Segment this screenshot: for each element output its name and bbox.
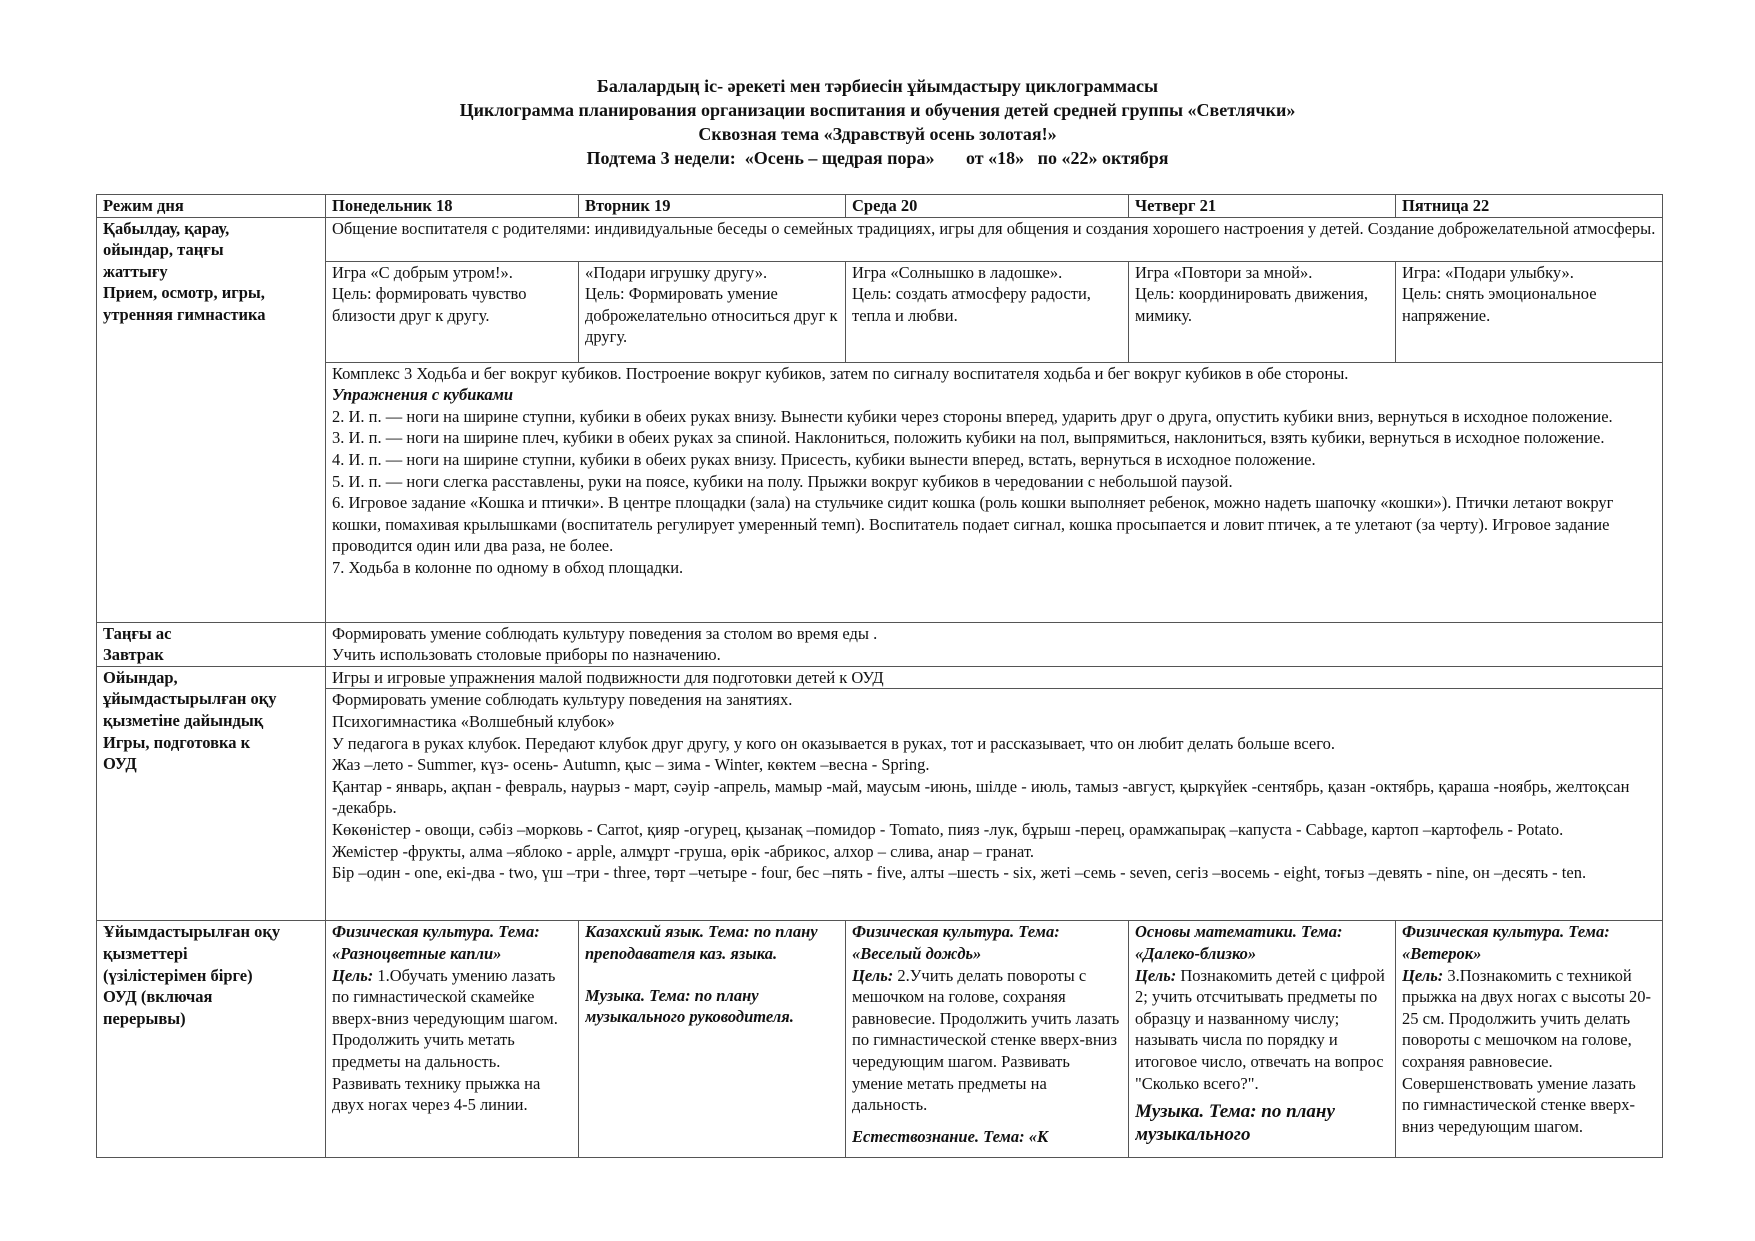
game-name: Игра «Солнышко в ладошке». — [852, 262, 1063, 282]
lesson-title: Физическая культура. Тема: «Разноцветные капли» — [332, 922, 540, 963]
games-line: Жаз –лето - Summer, күз- осень- Autumn, қыс – зима - Winter, көктем –весна - Spring. — [332, 755, 930, 775]
games-line: Көкөністер - овощи, сәбіз –морковь - Carrot, қияр -огурец, қызанақ –помидор - Tomato, пияз -лук, бұрыш -перец, орамжапырақ –капуста - Cabbage, картоп –картофель - Potato. — [332, 819, 1564, 839]
game-goal: Цель: Формировать умение доброжелательно относиться друг к другу. — [585, 284, 838, 347]
game-name: Игра «Повтори за мной». — [1135, 262, 1313, 282]
game-goal: Цель: формировать чувство близости друг к другу. — [332, 284, 527, 325]
oud-row — [97, 921, 1663, 1158]
header-row — [97, 195, 1663, 218]
title-line-1: Балалардың іс- әрекеті мен тәрбиесін ұйымдастыру циклограммасы — [596, 76, 1159, 96]
games-line: Жемістер -фрукты, алма –яблоко - apple, алмұрт -груша, өрік -абрикос, алхор – слива, анар – гранат. — [332, 841, 1035, 861]
goal-label: Цель: — [1135, 965, 1177, 985]
gymnastics-cell — [326, 362, 1663, 622]
header-thursday: Четверг 21 — [1129, 195, 1396, 218]
regime-line: қызметіне дайындық — [103, 710, 264, 730]
goal-text: 1.Обучать умению лазать по гимнастической скамейке вверх-вниз чередующим шагом. Продолжить учить метать предметы на дальность. Развивать технику прыжка на двух ногах через 4-5 линии. — [332, 965, 558, 1115]
gym-heading: Упражнения с кубиками — [332, 385, 514, 405]
games-line: Бір –один - one, екі-два - two, үш –три - three, төрт –четыре - four, бес –пять - five, алты –шесть - six, жеті –семь - seven, сегіз –восемь - eight, тоғыз –девять - nine, он –десять - ten. — [332, 863, 1587, 883]
header-friday: Пятница 22 — [1396, 195, 1663, 218]
reception-friday — [1396, 261, 1663, 362]
title-line-2: Циклограмма планирования организации воспитания и обучения детей средней группы «Светлячки» — [459, 100, 1296, 120]
goal-label: Цель: — [1402, 965, 1444, 985]
gym-intro: Комплекс 3 Ходьба и бег вокруг кубиков. Построение вокруг кубиков, затем по сигналу воспитателя ходьба и бег вокруг кубиков в обе стороны. — [332, 363, 1349, 383]
game-name: «Подари игрушку другу». — [585, 262, 768, 282]
regime-line: (үзілістерімен бірге) — [103, 965, 253, 985]
title-line-3: Сквозная тема «Здравствуй осень золотая!» — [698, 124, 1057, 144]
reception-thursday — [1129, 261, 1396, 362]
header-regime: Режим дня — [97, 195, 326, 218]
game-goal: Цель: снять эмоциональное напряжение. — [1402, 284, 1597, 325]
reception-tuesday — [579, 261, 846, 362]
goal-text: 3.Познакомить с техникой прыжка на двух ногах с высоты 20-25 см. Продолжить учить делать повороты с мешочком на голове, сохраняя равновесие. Совершенствовать умение лазать по гимнастической стенке вверх-вниз чередующим шагом. — [1402, 965, 1651, 1136]
cyclogram-table — [96, 194, 1663, 1158]
regime-line: Завтрак — [103, 645, 164, 665]
games-row-1 — [97, 666, 1663, 689]
gym-item: 2. И. п. — ноги на ширине ступни, кубики в обеих руках внизу. Вынести кубики через стороны вперед, ударить друг о друга, опустить кубики вниз, вернуться в исходное положение. — [332, 406, 1613, 426]
lesson-title: Физическая культура. Тема: «Ветерок» — [1402, 922, 1610, 963]
header-tuesday: Вторник 19 — [579, 195, 846, 218]
game-goal: Цель: координировать движения, мимику. — [1135, 284, 1369, 325]
oud-regime-cell — [97, 921, 326, 1158]
lesson-goal — [332, 965, 572, 1116]
games-line: У педагога в руках клубок. Передают клубок друг другу, у кого он оказывается в руках, тот и рассказывает, что он любит делать больше всего. — [332, 733, 1335, 753]
breakfast-line: Формировать умение соблюдать культуру поведения за столом во время еды . — [332, 623, 878, 643]
lesson-title: Физическая культура. Тема: «Веселый дождь» — [852, 922, 1060, 963]
header-wednesday: Среда 20 — [846, 195, 1129, 218]
gym-item: 7. Ходьба в колонне по одному в обход площадки. — [332, 557, 684, 577]
games-line: Психогимнастика «Волшебный клубок» — [332, 711, 615, 731]
regime-line: жаттығу — [103, 261, 168, 281]
gym-item: 5. И. п. — ноги слегка расставлены, руки на поясе, кубики на полу. Прыжки вокруг кубиков в чередовании с небольшой паузой. — [332, 471, 1233, 491]
games-line: Формировать умение соблюдать культуру поведения на занятиях. — [332, 690, 793, 710]
oud-tuesday — [579, 921, 846, 1158]
oud-monday — [326, 921, 579, 1158]
reception-row-days — [97, 261, 1663, 362]
reception-common: Общение воспитателя с родителями: индивидуальные беседы о семейных традициях, игры для общения и создания хорошего настроения у детей. Создание доброжелательной атмосферы. — [326, 217, 1663, 261]
lesson-goal — [852, 965, 1122, 1116]
regime-line: Ұйымдастырылған оқу — [103, 922, 281, 942]
gymnastics-row — [97, 362, 1663, 622]
oud-wednesday — [846, 921, 1129, 1158]
reception-regime-cell — [97, 217, 326, 622]
goal-label: Цель: — [332, 965, 374, 985]
reception-monday — [326, 261, 579, 362]
game-name: Игра «С добрым утром!». — [332, 262, 513, 282]
games-row-2 — [97, 689, 1663, 921]
gym-item: 6. Игровое задание «Кошка и птички». В центре площадки (зала) на стульчике сидит кошка (роль кошки выполняет ребенок, можно надеть шапочку «кошки»). Птички летают вокруг кошки, помахивая крылышками (воспитатель регулирует умеренный темп). Воспитатель подает сигнал, кошка просыпается и ловит птичек, а те улетают (за черту). Игровое задание проводится один или два раза, не более. — [332, 493, 1614, 556]
document-title — [0, 74, 1755, 170]
breakfast-regime-cell — [97, 622, 326, 666]
lesson-goal — [1402, 965, 1656, 1138]
regime-line: Ойындар, — [103, 667, 178, 687]
regime-line: қызметтері — [103, 943, 188, 963]
breakfast-row — [97, 622, 1663, 666]
breakfast-line: Учить использовать столовые приборы по назначению. — [332, 645, 721, 665]
regime-line: ОУД — [103, 754, 137, 774]
game-name: Игра: «Подари улыбку». — [1402, 262, 1574, 282]
goal-text: Познакомить детей с цифрой 2; учить отсчитывать предметы по образцу и названному числу; называть числа по порядку и итоговое число, отвечать на вопрос "Сколько всего?". — [1135, 965, 1385, 1093]
reception-wednesday — [846, 261, 1129, 362]
title-line-4: Подтема 3 недели: «Осень – щедрая пора» от «18» по «22» октября — [586, 148, 1169, 168]
science-lesson: Естествознание. Тема: «К — [852, 1126, 1049, 1146]
regime-line: Таңғы ас — [103, 623, 172, 643]
music-lesson: Музыка. Тема: по плану музыкального руководителя. — [585, 985, 794, 1027]
lesson-title: Казахский язык. Тема: по плану преподавателя каз. языка. — [585, 922, 818, 963]
regime-line: ойындар, таңғы — [103, 240, 224, 260]
reception-row-common — [97, 217, 1663, 261]
lesson-title: Основы математики. Тема: «Далеко-близко» — [1135, 922, 1343, 963]
gym-item: 4. И. п. — ноги на ширине ступни, кубики в обеих руках внизу. Присесть, кубики вынести вперед, встать, вернуться в исходное положение. — [332, 449, 1316, 469]
regime-line: ОУД (включая — [103, 987, 213, 1007]
games-regime-cell — [97, 666, 326, 921]
regime-line: Прием, осмотр, игры, — [103, 283, 265, 303]
regime-line: Қабылдау, қарау, — [103, 218, 230, 238]
oud-thursday — [1129, 921, 1396, 1158]
regime-line: перерывы) — [103, 1008, 186, 1028]
games-content-cell — [326, 689, 1663, 921]
music-lesson: Музыка. Тема: по плану музыкального — [1135, 1101, 1335, 1146]
lesson-goal — [1135, 965, 1389, 1095]
games-line: Қантар - январь, ақпан - февраль, наурыз - март, сәуір -апрель, мамыр -май, маусым -июнь, шілде - июль, тамыз -август, қыркүйек -сентябрь, қазан -октябрь, қараша -ноябрь, желтоқсан -декабрь. — [332, 776, 1630, 818]
games-line-cell: Игры и игровые упражнения малой подвижности для подготовки детей к ОУД — [326, 666, 1663, 689]
regime-line: ұйымдастырылған оқу — [103, 689, 277, 709]
goal-text: 2.Учить делать повороты с мешочком на голове, сохраняя равновесие. Продолжить учить лазать по гимнастической стенке вверх-вниз чередующим шагом. Развивать умение метать предметы на дальность. — [852, 965, 1120, 1115]
game-goal: Цель: создать атмосферу радости, тепла и любви. — [852, 284, 1091, 325]
gym-item: 3. И. п. — ноги на ширине плеч, кубики в обеих руках за спиной. Наклониться, положить кубики на пол, выпрямиться, наклониться, взять кубики, вернуться в исходное положение. — [332, 428, 1605, 448]
header-monday: Понедельник 18 — [326, 195, 579, 218]
goal-label: Цель: — [852, 965, 894, 985]
regime-line: утренняя гимнастика — [103, 304, 266, 324]
regime-line: Игры, подготовка к — [103, 732, 251, 752]
breakfast-cell — [326, 622, 1663, 666]
oud-friday — [1396, 921, 1663, 1158]
